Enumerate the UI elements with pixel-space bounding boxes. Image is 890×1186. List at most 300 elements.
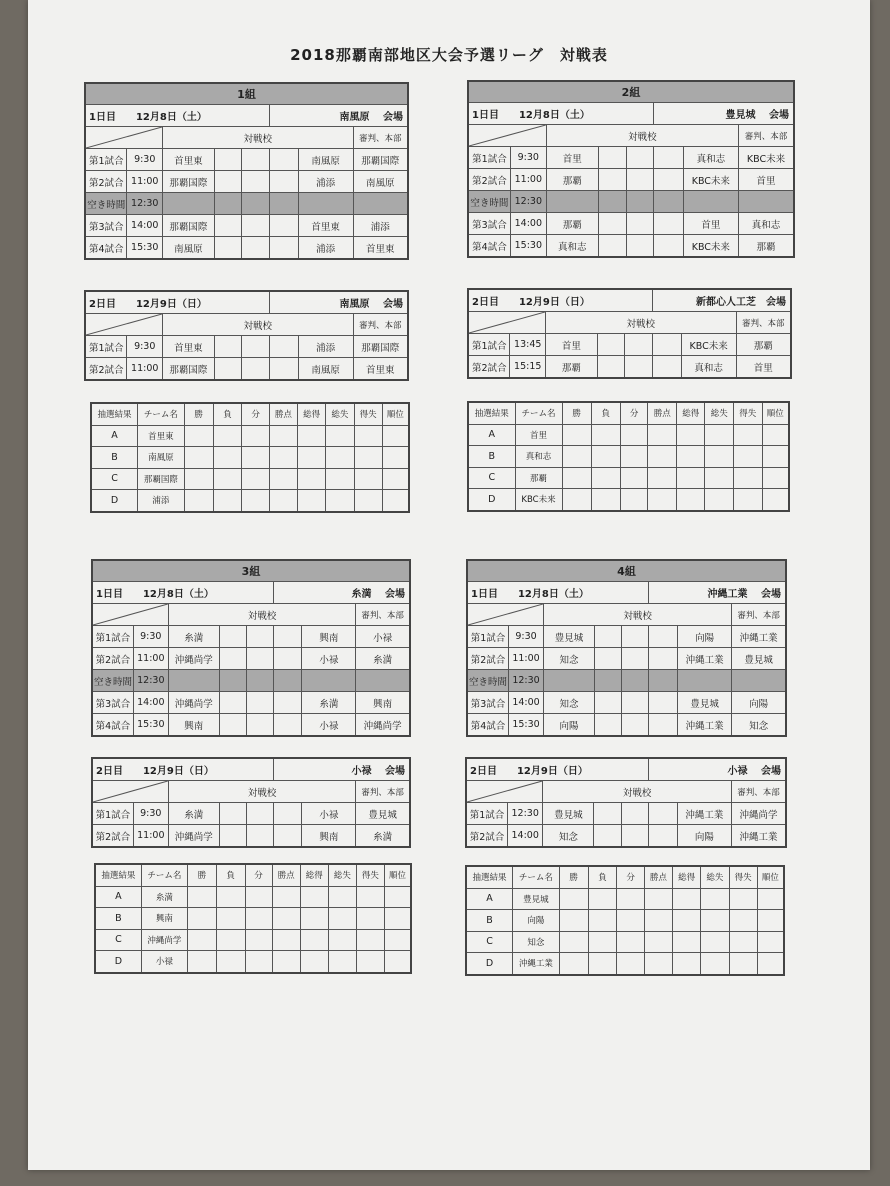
standings-header: 総失: [326, 403, 354, 425]
match-label: 第2試合: [85, 171, 127, 193]
referee-team-2: 浦添: [353, 215, 408, 237]
team-name: 沖縄尚学: [141, 929, 187, 951]
referee-team-1: 浦添: [298, 171, 353, 193]
referee-team-1: [302, 670, 356, 692]
referee-header: 審判、本部: [353, 314, 408, 336]
referee-team-2: 知念: [732, 714, 786, 737]
standings-header: 総得: [300, 864, 328, 886]
referee-team-1: [678, 670, 732, 692]
match-row: [466, 803, 786, 825]
empty-cell: [242, 171, 269, 193]
empty-cell: [328, 886, 356, 908]
diagonal-line: [469, 125, 546, 146]
empty-cell: [622, 692, 649, 714]
venue-name: 新都心人工芝 会場: [652, 289, 791, 312]
group-2-standings-table: [467, 401, 790, 512]
team-name: 豊見城: [513, 888, 560, 910]
referee-team-2: 向陽: [732, 692, 786, 714]
diagonal-cell: [467, 604, 544, 626]
empty-cell: [762, 446, 789, 468]
empty-cell: [216, 886, 245, 908]
empty-cell: [245, 929, 272, 951]
match-time: 9:30: [133, 803, 168, 825]
empty-cell: [269, 193, 298, 215]
empty-cell: [242, 336, 269, 358]
referee-team-2: 真和志: [739, 213, 794, 235]
standings-header: 抽選結果: [468, 402, 515, 424]
standings-header: チーム名: [513, 866, 560, 888]
empty-cell: [298, 468, 326, 490]
empty-cell: [620, 424, 648, 446]
group-name: 2組: [468, 81, 794, 103]
empty-cell: [382, 447, 409, 469]
empty-cell: [649, 648, 678, 670]
empty-cell: [654, 191, 683, 213]
standings-header: 抽選結果: [91, 403, 138, 425]
match-team: 糸満: [168, 803, 219, 825]
empty-cell: [705, 489, 734, 511]
referee-team-2: 糸満: [356, 648, 410, 670]
empty-cell: [272, 886, 300, 908]
standings-header: 勝: [188, 864, 217, 886]
referee-team-1: 小禄: [302, 803, 356, 825]
match-time: 11:00: [127, 358, 163, 381]
match-team: 沖縄尚学: [168, 825, 219, 848]
empty-cell: [676, 446, 705, 468]
standings-header: 総失: [328, 864, 356, 886]
standings-row: [466, 953, 784, 975]
empty-cell: [621, 825, 648, 848]
standings-header: 分: [620, 402, 648, 424]
empty-cell: [273, 825, 302, 848]
empty-cell: [273, 670, 302, 692]
match-label: 第4試合: [92, 714, 133, 737]
empty-cell: [649, 626, 678, 648]
empty-cell: [591, 424, 620, 446]
empty-cell: [733, 467, 762, 489]
empty-cell: [184, 468, 213, 490]
empty-cell: [598, 147, 626, 169]
empty-cell: [648, 825, 677, 848]
empty-cell: [384, 951, 411, 973]
diagonal-cell: [92, 781, 168, 803]
referee-team-2: 那覇: [736, 334, 791, 356]
empty-cell: [328, 908, 356, 930]
day-date: 2日目 12月9日（日）: [92, 758, 273, 781]
standings-row: [91, 490, 409, 512]
referee-team-1: 沖縄工業: [677, 803, 731, 825]
match-label: 第2試合: [92, 825, 133, 848]
empty-cell: [701, 888, 729, 910]
empty-cell: [246, 714, 273, 737]
empty-cell: [757, 910, 784, 932]
venue-name: 南風原 会場: [269, 291, 408, 314]
venue-name: 小禄 会場: [648, 758, 786, 781]
empty-cell: [326, 425, 354, 447]
match-team: 首里東: [163, 149, 215, 171]
match-label: 第1試合: [85, 336, 127, 358]
match-label: 第2試合: [92, 648, 133, 670]
empty-cell: [626, 147, 654, 169]
draw-code: B: [91, 447, 138, 469]
empty-cell: [626, 169, 654, 191]
empty-cell: [246, 626, 273, 648]
empty-cell: [757, 888, 784, 910]
match-row: [467, 670, 786, 692]
standings-header: 負: [213, 403, 242, 425]
empty-cell: [757, 931, 784, 953]
referee-team-2: 沖縄尚学: [732, 803, 786, 825]
empty-cell: [591, 467, 620, 489]
referee-header: 審判、本部: [732, 604, 786, 626]
diagonal-line: [469, 312, 545, 333]
empty-cell: [269, 447, 297, 469]
match-label: 第1試合: [468, 334, 510, 356]
match-row: [468, 334, 791, 356]
empty-cell: [269, 358, 298, 381]
standings-header: 得失: [733, 402, 762, 424]
empty-cell: [213, 447, 242, 469]
referee-team-1: KBC未来: [683, 235, 738, 258]
match-time: 9:30: [510, 147, 546, 169]
empty-cell: [597, 356, 624, 379]
match-time: 15:15: [510, 356, 546, 379]
empty-cell: [617, 888, 644, 910]
empty-cell: [729, 931, 757, 953]
diagonal-cell: [92, 604, 168, 626]
referee-team-2: [353, 193, 408, 215]
empty-cell: [269, 171, 298, 193]
empty-cell: [562, 446, 591, 468]
match-time: 9:30: [127, 336, 163, 358]
empty-cell: [184, 447, 213, 469]
standings-row: [468, 467, 789, 489]
diagonal-cell: [85, 314, 163, 336]
empty-cell: [649, 692, 678, 714]
match-row: [85, 237, 408, 260]
opponents-header: 対戦校: [163, 127, 354, 149]
standings-header: 抽選結果: [466, 866, 513, 888]
standings-header: 順位: [384, 864, 411, 886]
match-label: 第4試合: [468, 235, 510, 258]
standings-header: 総得: [673, 866, 701, 888]
empty-cell: [354, 425, 382, 447]
match-team: [544, 670, 595, 692]
match-label: 第1試合: [92, 803, 133, 825]
empty-cell: [384, 929, 411, 951]
draw-code: C: [468, 467, 515, 489]
referee-header: 審判、本部: [732, 781, 786, 803]
empty-cell: [644, 953, 672, 975]
empty-cell: [242, 215, 269, 237]
referee-team-1: 豊見城: [678, 692, 732, 714]
day-date: 1日目 12月8日（土）: [85, 105, 269, 127]
empty-cell: [654, 235, 683, 258]
empty-cell: [562, 424, 591, 446]
team-name: 糸満: [141, 886, 187, 908]
empty-cell: [356, 908, 384, 930]
empty-cell: [622, 714, 649, 737]
match-row: [467, 692, 786, 714]
group-3-day2-schedule: [91, 757, 411, 848]
team-name: 興南: [141, 908, 187, 930]
empty-cell: [356, 886, 384, 908]
diagonal-line: [93, 604, 168, 625]
empty-cell: [300, 929, 328, 951]
match-row: [467, 648, 786, 670]
empty-cell: [729, 910, 757, 932]
match-label: 空き時間: [92, 670, 133, 692]
standings-header: 勝点: [648, 402, 677, 424]
referee-team-1: 真和志: [681, 356, 736, 379]
draw-code: A: [91, 425, 138, 447]
referee-team-2: 豊見城: [732, 648, 786, 670]
group-name: 1組: [85, 83, 408, 105]
empty-cell: [588, 953, 617, 975]
empty-cell: [625, 334, 652, 356]
empty-cell: [676, 489, 705, 511]
empty-cell: [382, 425, 409, 447]
match-time: 11:00: [508, 648, 543, 670]
day-date: 1日目 12月8日（土）: [92, 582, 273, 604]
standings-header: 分: [245, 864, 272, 886]
empty-cell: [272, 951, 300, 973]
empty-cell: [384, 908, 411, 930]
empty-cell: [219, 825, 246, 848]
standings-header: 負: [588, 866, 617, 888]
group-4-standings-table: [465, 865, 785, 976]
diagonal-cell: [468, 312, 546, 334]
referee-header: 審判、本部: [353, 127, 408, 149]
match-label: 第1試合: [92, 626, 133, 648]
empty-cell: [214, 358, 241, 381]
empty-cell: [762, 467, 789, 489]
standings-header: 負: [591, 402, 620, 424]
empty-cell: [246, 825, 273, 848]
empty-cell: [762, 489, 789, 511]
group-2-day2-schedule: [467, 288, 792, 379]
match-label: 第2試合: [466, 825, 508, 848]
standings-row: [466, 888, 784, 910]
empty-cell: [300, 908, 328, 930]
match-label: 第1試合: [466, 803, 508, 825]
draw-code: C: [95, 929, 141, 951]
empty-cell: [354, 468, 382, 490]
standings-row: [91, 447, 409, 469]
empty-cell: [326, 447, 354, 469]
match-time: 9:30: [508, 626, 543, 648]
venue-name: 豊見城 会場: [654, 103, 794, 125]
referee-header: 審判、本部: [739, 125, 794, 147]
referee-team-1: 南風原: [298, 149, 353, 171]
match-team: 首里: [546, 334, 598, 356]
standings-header: 勝点: [644, 866, 672, 888]
empty-cell: [648, 424, 677, 446]
empty-cell: [588, 931, 617, 953]
venue-name: 糸満 会場: [273, 582, 410, 604]
empty-cell: [701, 931, 729, 953]
empty-cell: [617, 910, 644, 932]
match-row: [468, 147, 794, 169]
standings-header: 抽選結果: [95, 864, 141, 886]
match-row: [92, 692, 410, 714]
match-team: 真和志: [546, 235, 598, 258]
group-4-day2-schedule: [465, 757, 787, 848]
referee-team-1: KBC未来: [683, 169, 738, 191]
standings-header: 分: [242, 403, 269, 425]
day-date: 1日目 12月8日（土）: [468, 103, 654, 125]
empty-cell: [300, 886, 328, 908]
referee-header: 審判、本部: [356, 604, 410, 626]
referee-team-1: 首里: [683, 213, 738, 235]
empty-cell: [214, 149, 241, 171]
match-team: [163, 193, 215, 215]
empty-cell: [298, 490, 326, 512]
standings-row: [95, 886, 411, 908]
match-time: 15:30: [508, 714, 543, 737]
group-1-day2-schedule: [84, 290, 409, 381]
empty-cell: [214, 171, 241, 193]
empty-cell: [269, 215, 298, 237]
referee-team-2: [356, 670, 410, 692]
standings-header: 順位: [757, 866, 784, 888]
draw-code: B: [466, 910, 513, 932]
match-time: 9:30: [133, 626, 168, 648]
empty-cell: [246, 670, 273, 692]
empty-cell: [648, 489, 677, 511]
standings-row: [468, 424, 789, 446]
empty-cell: [595, 648, 622, 670]
match-team: 興南: [168, 714, 219, 737]
empty-cell: [245, 951, 272, 973]
group-3-day1-schedule: [91, 559, 411, 737]
draw-code: C: [466, 931, 513, 953]
empty-cell: [300, 951, 328, 973]
match-time: 11:00: [133, 825, 168, 848]
empty-cell: [354, 447, 382, 469]
standings-header: 得失: [356, 864, 384, 886]
empty-cell: [559, 910, 588, 932]
draw-code: B: [95, 908, 141, 930]
empty-cell: [242, 193, 269, 215]
empty-cell: [652, 356, 681, 379]
match-team: 那覇: [546, 169, 598, 191]
team-name: 小禄: [141, 951, 187, 973]
match-team: 首里東: [163, 336, 215, 358]
empty-cell: [648, 467, 677, 489]
opponents-header: 対戦校: [546, 125, 738, 147]
match-row: [466, 825, 786, 848]
empty-cell: [626, 235, 654, 258]
match-team: 首里: [546, 147, 598, 169]
empty-cell: [213, 490, 242, 512]
empty-cell: [214, 237, 241, 260]
referee-header: 審判、本部: [736, 312, 791, 334]
empty-cell: [269, 468, 297, 490]
empty-cell: [673, 910, 701, 932]
empty-cell: [622, 670, 649, 692]
empty-cell: [598, 235, 626, 258]
team-name: 首里: [515, 424, 562, 446]
empty-cell: [219, 714, 246, 737]
match-time: 15:30: [127, 237, 163, 260]
empty-cell: [242, 490, 269, 512]
standings-row: [91, 468, 409, 490]
referee-team-2: 那覇国際: [353, 149, 408, 171]
referee-team-2: KBC未来: [739, 147, 794, 169]
match-team: 那覇国際: [163, 215, 215, 237]
empty-cell: [242, 468, 269, 490]
match-label: 第3試合: [85, 215, 127, 237]
match-label: 空き時間: [467, 670, 508, 692]
match-team: 沖縄尚学: [168, 648, 219, 670]
referee-team-1: 向陽: [678, 626, 732, 648]
team-name: 浦添: [138, 490, 185, 512]
diagonal-line: [467, 781, 542, 802]
match-time: 11:00: [133, 648, 168, 670]
match-row: [85, 193, 408, 215]
referee-team-2: 那覇国際: [353, 336, 408, 358]
empty-cell: [595, 626, 622, 648]
empty-cell: [625, 356, 652, 379]
empty-cell: [384, 886, 411, 908]
empty-cell: [269, 336, 298, 358]
match-time: 11:00: [127, 171, 163, 193]
draw-code: C: [91, 468, 138, 490]
match-time: 14:00: [127, 215, 163, 237]
referee-team-2: 南風原: [353, 171, 408, 193]
standings-row: [91, 425, 409, 447]
match-row: [92, 648, 410, 670]
draw-code: B: [468, 446, 515, 468]
match-label: 第2試合: [468, 356, 510, 379]
referee-team-1: 興南: [302, 825, 356, 848]
standings-header: 総得: [298, 403, 326, 425]
opponents-header: 対戦校: [168, 604, 356, 626]
opponents-header: 対戦校: [168, 781, 356, 803]
draw-code: A: [95, 886, 141, 908]
empty-cell: [676, 424, 705, 446]
empty-cell: [622, 648, 649, 670]
referee-team-1: 小禄: [302, 714, 356, 737]
match-row: [85, 215, 408, 237]
day-date: 2日目 12月9日（日）: [466, 758, 648, 781]
venue-name: 小禄 会場: [273, 758, 410, 781]
team-name: 首里東: [138, 425, 185, 447]
empty-cell: [595, 714, 622, 737]
match-time: 12:30: [510, 191, 546, 213]
empty-cell: [617, 931, 644, 953]
empty-cell: [673, 953, 701, 975]
empty-cell: [648, 803, 677, 825]
referee-team-2: 首里: [739, 169, 794, 191]
standings-header: 得失: [729, 866, 757, 888]
referee-team-2: 糸満: [356, 825, 410, 848]
empty-cell: [219, 692, 246, 714]
standings-header: 勝: [559, 866, 588, 888]
match-team: 糸満: [168, 626, 219, 648]
match-row: [468, 356, 791, 379]
empty-cell: [673, 931, 701, 953]
venue-name: 沖縄工業 会場: [649, 582, 786, 604]
referee-team-1: 浦添: [298, 237, 353, 260]
empty-cell: [644, 910, 672, 932]
empty-cell: [184, 425, 213, 447]
team-name: 向陽: [513, 910, 560, 932]
referee-team-2: [732, 670, 786, 692]
empty-cell: [242, 358, 269, 381]
venue-name: 南風原 会場: [269, 105, 408, 127]
